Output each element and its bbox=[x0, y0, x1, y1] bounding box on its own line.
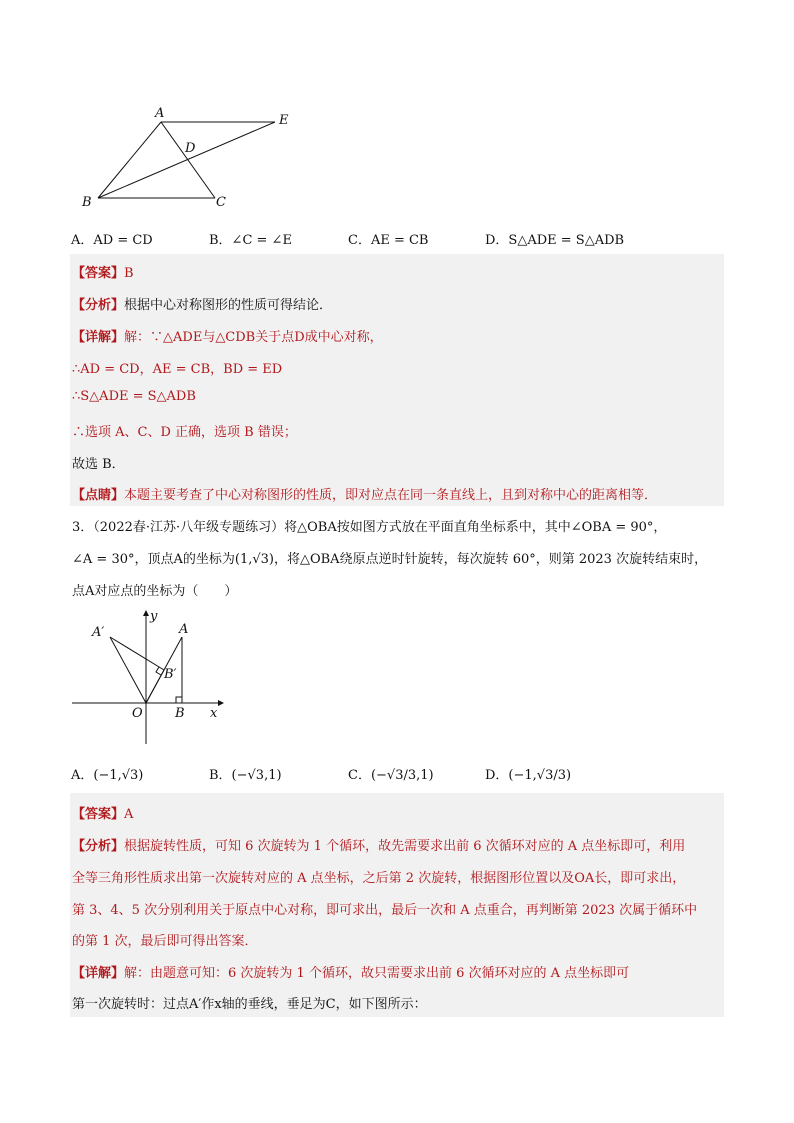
label-b: B bbox=[82, 195, 92, 210]
q2-detail-line-3: ∴S△ADE = S△ADB bbox=[72, 389, 196, 404]
label-b: B bbox=[175, 706, 185, 721]
label-a-prime: A′ bbox=[92, 625, 105, 640]
q3-analysis-line-2: 全等三角形性质求出第一次旋转对应的 A 点坐标，之后第 2 次旋转，根据图形位置以及OA长，即可求出， bbox=[72, 871, 686, 886]
q3-analysis-line-4: 的第 1 次，最后即可得出答案． bbox=[72, 934, 258, 949]
q3-options bbox=[71, 764, 721, 784]
label-o: O bbox=[132, 706, 143, 721]
q2-comment-line bbox=[72, 484, 657, 503]
q2-option-a[interactable]: A．AD = CD bbox=[71, 233, 153, 248]
analysis-text: 根据中心对称图形的性质可得结论． bbox=[124, 298, 333, 313]
analysis-tag: 【分析】 bbox=[72, 298, 125, 313]
right-angle-b bbox=[176, 697, 182, 703]
segment-ac bbox=[161, 122, 215, 198]
q3-option-c[interactable]: C．(−√3/3,1) bbox=[348, 768, 434, 783]
q2-option-c[interactable]: C．AE = CB bbox=[348, 233, 429, 248]
segment-a-prime-b-prime bbox=[110, 637, 164, 670]
q2-detail-line-5: 故选 B． bbox=[72, 457, 125, 472]
q3-detail-line-1 bbox=[72, 962, 629, 981]
label-c: C bbox=[216, 195, 226, 210]
x-axis-arrow bbox=[218, 700, 224, 706]
answer-tag: 【答案】 bbox=[72, 807, 125, 822]
segment-oa-prime bbox=[110, 637, 146, 703]
q3-analysis-line-3: 第 3、4、5 次分别利用关于原点中心对称，即可求出，最后一次和 A 点重合，再判断第 2023 次属于循环中 bbox=[72, 903, 698, 918]
q2-answer-block bbox=[70, 254, 724, 506]
segment-ab bbox=[98, 122, 161, 198]
q3-line-3: 点A对应点的坐标为（ ） bbox=[72, 584, 238, 599]
q2-option-b[interactable]: B．∠C = ∠E bbox=[209, 233, 292, 248]
q3-option-b[interactable]: B．(−√3,1) bbox=[209, 768, 282, 783]
analysis-tag: 【分析】 bbox=[72, 839, 125, 854]
label-a: A bbox=[179, 622, 189, 637]
q3-line-1: 3．（2022春·江苏·八年级专题练习）将△OBA按如图方式放在平面直角坐标系中，其中∠OBA = 90°， bbox=[72, 520, 667, 535]
answer-value: A bbox=[124, 807, 134, 822]
q3-analysis-line-1 bbox=[72, 835, 685, 854]
y-axis-arrow bbox=[143, 610, 149, 616]
analysis-text-1: 根据旋转性质，可知 6 次旋转为 1 个循环，故先需要求出前 6 次循环对应的 A 点坐标即可，利用 bbox=[124, 839, 686, 854]
label-d: D bbox=[185, 141, 196, 156]
q2-option-d[interactable]: D．S△ADE = S△ADB bbox=[485, 233, 625, 248]
triangle-figure bbox=[75, 100, 305, 212]
q3-answer-line bbox=[72, 803, 133, 822]
q2-options bbox=[71, 229, 721, 249]
segment-ob-prime bbox=[146, 670, 164, 703]
comment-text: 本题主要考查了中心对称图形的性质，即对应点在同一条直线上，且到对称中心的距离相等． bbox=[124, 488, 658, 503]
q3-option-a[interactable]: A．(−1,√3) bbox=[71, 768, 144, 783]
q2-detail-line-2: ∴AD = CD，AE = CB，BD = ED bbox=[72, 362, 283, 377]
q2-detail-line-4: ∴选项 A、C、D 正确，选项 B 错误； bbox=[72, 425, 297, 440]
q2-detail-line-1 bbox=[72, 326, 383, 345]
label-a: A bbox=[155, 106, 165, 121]
label-x: x bbox=[210, 706, 218, 721]
answer-value: B bbox=[124, 266, 134, 281]
detail-tag: 【详解】 bbox=[72, 966, 125, 981]
label-b-prime: B′ bbox=[164, 667, 177, 682]
q3-detail-line-2: 第一次旋转时：过点A′作x轴的垂线，垂足为C，如下图所示： bbox=[72, 997, 427, 1012]
q2-answer-line bbox=[72, 262, 134, 281]
answer-tag: 【答案】 bbox=[72, 266, 125, 281]
comment-tag: 【点睛】 bbox=[72, 488, 125, 503]
coordinate-figure bbox=[68, 606, 228, 748]
label-y: y bbox=[150, 609, 158, 624]
q2-analysis-line bbox=[72, 294, 332, 313]
detail-tag: 【详解】 bbox=[72, 330, 125, 345]
q3-line-2: ∠A = 30°，顶点A的坐标为(1,√3)，将△OBA绕原点逆时针旋转，每次旋转 60°，则第 2023 次旋转结束时， bbox=[72, 552, 708, 567]
label-e: E bbox=[279, 113, 289, 128]
q3-option-d[interactable]: D．(−1,√3/3) bbox=[485, 768, 572, 783]
detail-text-1: 解：由题意可知：6 次旋转为 1 个循环，故只需要求出前 6 次循环对应的 A 点坐标即可 bbox=[124, 966, 630, 981]
detail-text-1: 解：∵△ADE与△CDB关于点D成中心对称， bbox=[124, 330, 383, 345]
segment-be bbox=[98, 122, 275, 198]
